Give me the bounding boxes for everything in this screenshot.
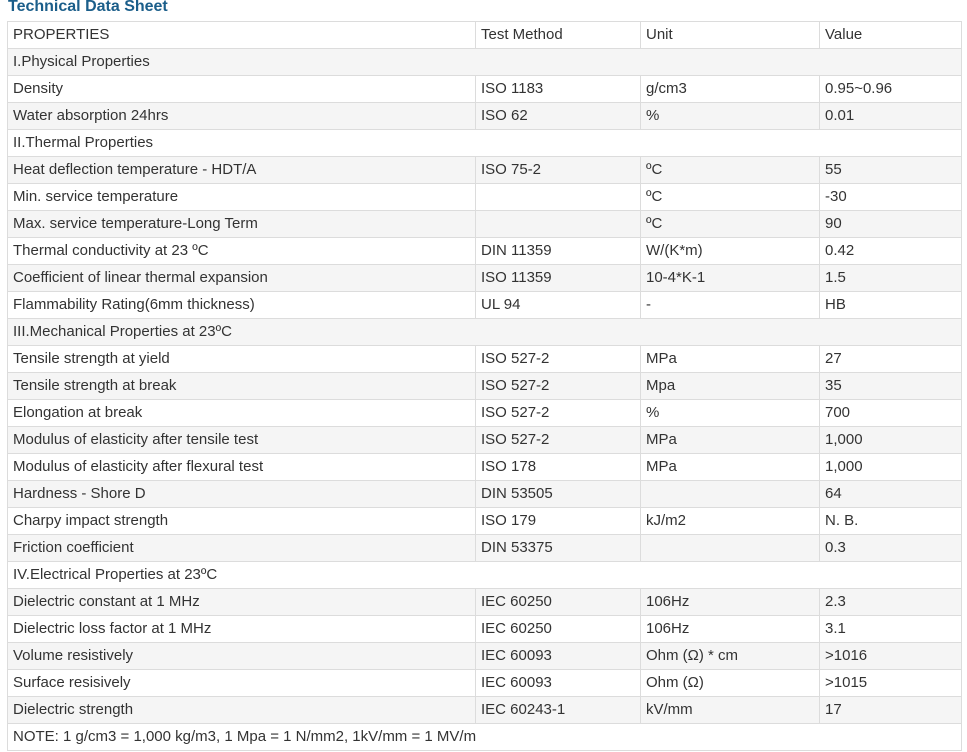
section-row [8, 49, 962, 76]
unit-cell: Mpa [641, 373, 820, 400]
unit-cell: kV/mm [641, 697, 820, 724]
test-method-cell [476, 184, 641, 211]
table-row [8, 238, 962, 265]
property-cell: Dielectric strength [8, 697, 476, 724]
section-row [8, 562, 962, 589]
header-value: Value [820, 22, 962, 49]
unit-cell: - [641, 292, 820, 319]
value-cell: >1015 [820, 670, 962, 697]
property-cell: Hardness - Shore D [8, 481, 476, 508]
table-row [8, 697, 962, 724]
property-cell: Max. service temperature-Long Term [8, 211, 476, 238]
unit-cell: MPa [641, 454, 820, 481]
unit-cell [641, 535, 820, 562]
test-method-cell: ISO 527-2 [476, 346, 641, 373]
value-cell: 64 [820, 481, 962, 508]
unit-cell [641, 481, 820, 508]
property-cell: Thermal conductivity at 23 ºC [8, 238, 476, 265]
test-method-cell: DIN 53505 [476, 481, 641, 508]
value-cell: 1.5 [820, 265, 962, 292]
test-method-cell: ISO 527-2 [476, 373, 641, 400]
table-row [8, 346, 962, 373]
unit-cell: ºC [641, 184, 820, 211]
unit-cell: W/(K*m) [641, 238, 820, 265]
value-cell: 0.95~0.96 [820, 76, 962, 103]
value-cell: 27 [820, 346, 962, 373]
test-method-cell: ISO 62 [476, 103, 641, 130]
unit-cell: % [641, 400, 820, 427]
property-cell: Volume resistively [8, 643, 476, 670]
value-cell: 0.42 [820, 238, 962, 265]
header-properties: PROPERTIES [8, 22, 476, 49]
unit-cell: 106Hz [641, 589, 820, 616]
table-row [8, 454, 962, 481]
value-cell: 0.3 [820, 535, 962, 562]
property-cell: Modulus of elasticity after tensile test [8, 427, 476, 454]
value-cell: 17 [820, 697, 962, 724]
test-method-cell: DIN 11359 [476, 238, 641, 265]
unit-cell: Ohm (Ω) * cm [641, 643, 820, 670]
value-cell: 700 [820, 400, 962, 427]
unit-cell: Ohm (Ω) [641, 670, 820, 697]
note-text: NOTE: 1 g/cm3 = 1,000 kg/m3, 1 Mpa = 1 N/mm2, 1kV/mm = 1 MV/m [8, 724, 962, 751]
test-method-cell: IEC 60250 [476, 589, 641, 616]
table-row [8, 535, 962, 562]
test-method-cell: ISO 75-2 [476, 157, 641, 184]
property-cell: Water absorption 24hrs [8, 103, 476, 130]
value-cell: 35 [820, 373, 962, 400]
section-title: III.Mechanical Properties at 23ºC [8, 319, 962, 346]
value-cell: -30 [820, 184, 962, 211]
section-row [8, 130, 962, 157]
table-row [8, 427, 962, 454]
property-cell: Flammability Rating(6mm thickness) [8, 292, 476, 319]
unit-cell: kJ/m2 [641, 508, 820, 535]
property-cell: Elongation at break [8, 400, 476, 427]
table-row [8, 373, 962, 400]
test-method-cell [476, 211, 641, 238]
test-method-cell: IEC 60250 [476, 616, 641, 643]
test-method-cell: ISO 11359 [476, 265, 641, 292]
table-row [8, 400, 962, 427]
test-method-cell: IEC 60243-1 [476, 697, 641, 724]
unit-cell: ºC [641, 211, 820, 238]
test-method-cell: ISO 527-2 [476, 427, 641, 454]
note-row [8, 724, 962, 751]
test-method-cell: DIN 53375 [476, 535, 641, 562]
unit-cell: g/cm3 [641, 76, 820, 103]
value-cell: 1,000 [820, 427, 962, 454]
test-method-cell: UL 94 [476, 292, 641, 319]
property-cell: Heat deflection temperature - HDT/A [8, 157, 476, 184]
value-cell: 0.01 [820, 103, 962, 130]
technical-data-table [7, 21, 962, 751]
unit-cell: 10-4*K-1 [641, 265, 820, 292]
property-cell: Min. service temperature [8, 184, 476, 211]
table-row [8, 157, 962, 184]
test-method-cell: ISO 527-2 [476, 400, 641, 427]
property-cell: Friction coefficient [8, 535, 476, 562]
property-cell: Surface resisively [8, 670, 476, 697]
test-method-cell: ISO 178 [476, 454, 641, 481]
property-cell: Dielectric constant at 1 MHz [8, 589, 476, 616]
property-cell: Coefficient of linear thermal expansion [8, 265, 476, 292]
table-body [8, 22, 962, 751]
table-row [8, 508, 962, 535]
table-row [8, 589, 962, 616]
table-row [8, 184, 962, 211]
property-cell: Density [8, 76, 476, 103]
table-row [8, 670, 962, 697]
value-cell: HB [820, 292, 962, 319]
table-header-row [8, 22, 962, 49]
table-row [8, 211, 962, 238]
property-cell: Charpy impact strength [8, 508, 476, 535]
value-cell: >1016 [820, 643, 962, 670]
table-row [8, 643, 962, 670]
value-cell: 55 [820, 157, 962, 184]
value-cell: 90 [820, 211, 962, 238]
table-row [8, 292, 962, 319]
unit-cell: MPa [641, 427, 820, 454]
section-title: II.Thermal Properties [8, 130, 962, 157]
property-cell: Modulus of elasticity after flexural test [8, 454, 476, 481]
unit-cell: ºC [641, 157, 820, 184]
value-cell: 1,000 [820, 454, 962, 481]
unit-cell: MPa [641, 346, 820, 373]
value-cell: N. B. [820, 508, 962, 535]
header-test-method: Test Method [476, 22, 641, 49]
test-method-cell: ISO 1183 [476, 76, 641, 103]
test-method-cell: IEC 60093 [476, 643, 641, 670]
page-title: Technical Data Sheet [8, 0, 168, 15]
table-row [8, 481, 962, 508]
test-method-cell: ISO 179 [476, 508, 641, 535]
table-row [8, 76, 962, 103]
section-title: I.Physical Properties [8, 49, 962, 76]
section-title: IV.Electrical Properties at 23ºC [8, 562, 962, 589]
property-cell: Dielectric loss factor at 1 MHz [8, 616, 476, 643]
value-cell: 3.1 [820, 616, 962, 643]
table-row [8, 103, 962, 130]
unit-cell: 106Hz [641, 616, 820, 643]
table-row [8, 265, 962, 292]
value-cell: 2.3 [820, 589, 962, 616]
property-cell: Tensile strength at break [8, 373, 476, 400]
test-method-cell: IEC 60093 [476, 670, 641, 697]
table-row [8, 616, 962, 643]
property-cell: Tensile strength at yield [8, 346, 476, 373]
section-row [8, 319, 962, 346]
header-unit: Unit [641, 22, 820, 49]
unit-cell: % [641, 103, 820, 130]
